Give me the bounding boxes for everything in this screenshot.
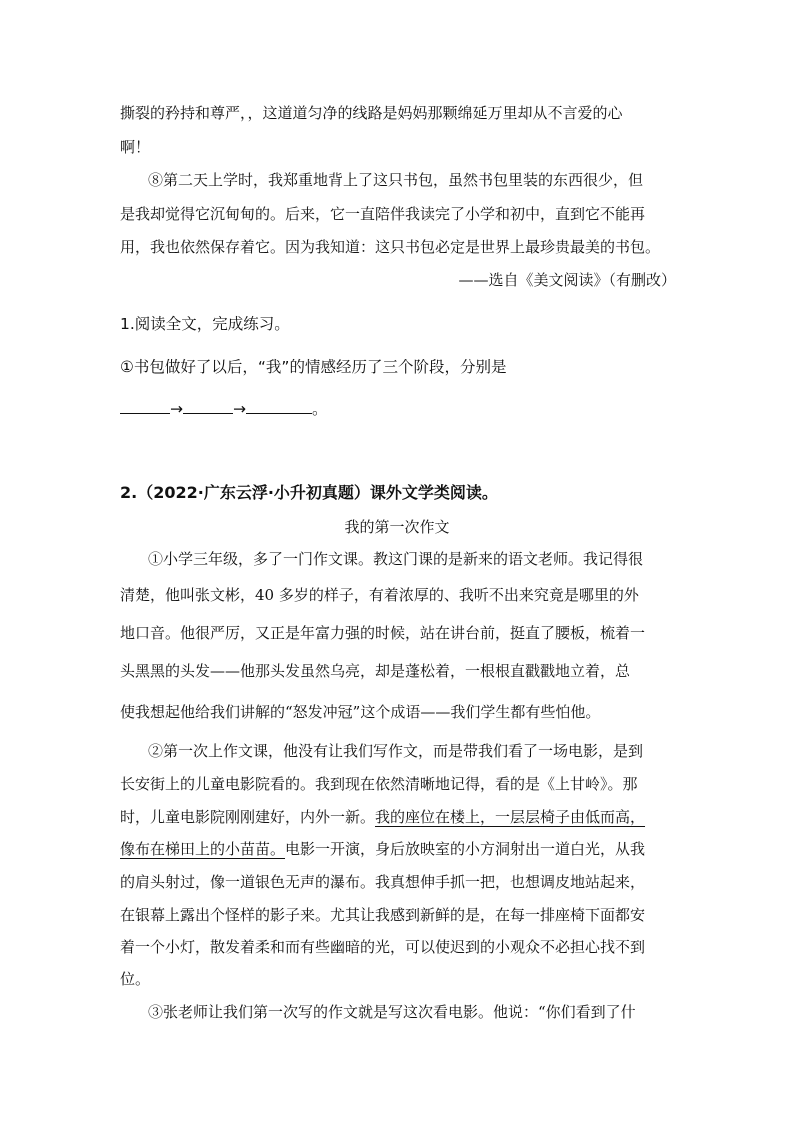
article-title: 我的第一次作文 <box>344 518 450 536</box>
paragraph-2-text: 时，儿童电影院刚刚建好，内外一新。 <box>120 808 376 826</box>
paragraph-1-line: 头黑黑的头发——他那头发虽然乌亮，却是蓬松着，一根根直戳戳地立着，总 <box>120 662 631 680</box>
paragraph-1-line: 使我想起他给我们讲解的“怒发冲冠”这个成语——我们学生都有些怕他。 <box>120 703 601 721</box>
paragraph-2-line: ②第一次上作文课，他没有让我们写作文，而是带我们看了一场电影，是到 <box>148 742 644 760</box>
paragraph-1-line: 地口音。他很严厉，又正是年富力强的时候，站在讲台前，挺直了腰板，梳着一 <box>120 624 646 642</box>
arrow-glyph: → <box>233 400 246 418</box>
answer-blanks-row <box>120 397 328 419</box>
paragraph-2-line <box>120 806 645 827</box>
question-1-sub-1: ①书包做好了以后，“我”的情感经历了三个阶段，分别是 <box>120 358 507 376</box>
paragraph-1-line: ①小学三年级，多了一门作文课。教这门课的是新来的语文老师。我记得很 <box>148 550 644 568</box>
paragraph-8-line: ⑧第二天上学时，我郑重地背上了这只书包，虽然书包里装的东西很少，但 <box>148 171 644 189</box>
paragraph-8-line: 是我却觉得它沉甸甸的。后来，它一直陪伴我读完了小学和初中，直到它不能再 <box>120 205 646 223</box>
answer-blank-2[interactable] <box>183 401 233 414</box>
answer-blank-1[interactable] <box>120 401 170 414</box>
paragraph-2-line: 的肩头射过，像一道银色无声的瀑布。我真想伸手抓一把，也想调皮地站起来， <box>120 873 646 891</box>
passage-line: 啊！ <box>120 138 151 156</box>
paragraph-2-line: 着一个小灯，散发着柔和而有些幽暗的光，可以使迟到的小观众不必担心找不到 <box>120 938 646 956</box>
period-glyph: 。 <box>312 400 328 418</box>
paragraph-2-line: 位。 <box>120 970 151 988</box>
question-2-heading: 2.（2022·广东云浮·小升初真题）课外文学类阅读。 <box>120 483 498 502</box>
underlined-sentence: 像布在梯田上的小苗苗。 <box>120 840 286 858</box>
paragraph-2-line: 在银幕上露出个怪样的影子来。尤其让我感到新鲜的是，在每一排座椅下面都安 <box>120 906 646 924</box>
source-citation: ——选自《美文阅读》（有删改） <box>458 271 676 289</box>
paragraph-2-line <box>120 838 645 859</box>
passage-line: 撕裂的矜持和尊严，，这道道匀净的线路是妈妈那颗绵延万里却从不言爱的心 <box>120 104 623 122</box>
arrow-glyph: → <box>170 400 183 418</box>
paragraph-1-line: 清楚，他叫张文彬，40 多岁的样子，有着浓厚的、我听不出来究竟是哪里的外 <box>120 586 639 604</box>
underlined-sentence: 我的座位在楼上，一层层椅子由低而高， <box>375 808 646 826</box>
answer-blank-3[interactable] <box>246 401 312 414</box>
paragraph-2-text: 电影一开演，身后放映室的小方洞射出一道白光，从我 <box>285 840 646 858</box>
question-1-instruction: 1.阅读全文，完成练习。 <box>120 315 290 333</box>
paragraph-8-line: 用，我也依然保存着它。因为我知道：这只书包必定是世界上最珍贵最美的书包。 <box>120 238 661 256</box>
paragraph-3-line: ③张老师让我们第一次写的作文就是写这次看电影。他说：“你们看到了什 <box>148 1003 636 1021</box>
paragraph-2-line: 长安街上的儿童电影院看的。我到现在依然清晰地记得，看的是《上甘岭》。那 <box>120 775 638 793</box>
